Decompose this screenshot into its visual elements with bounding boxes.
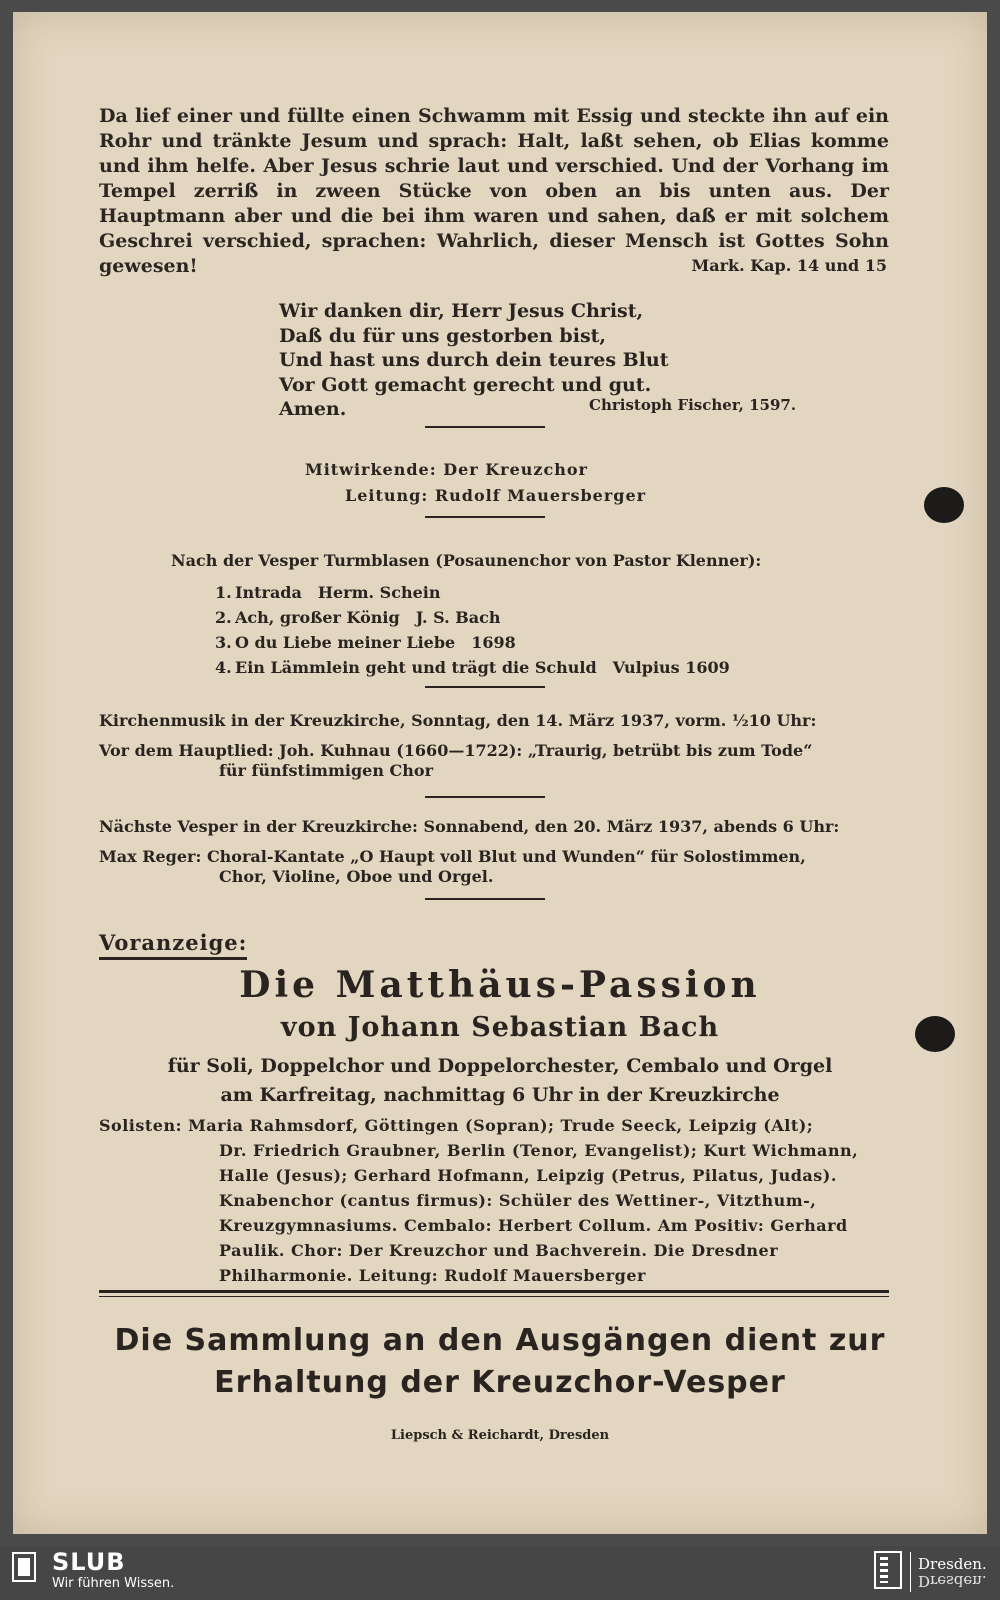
footer-divider — [910, 1552, 911, 1592]
list-item: 1. Intrada Herm. Schein — [215, 583, 441, 602]
poem-line: Daß du für uns gestorben bist, — [279, 324, 607, 347]
divider — [425, 796, 545, 798]
soloists-line: Kreuzgymnasiums. Cembalo: Herbert Collum. Am Positiv: Gerhard — [219, 1216, 848, 1235]
punch-hole — [915, 1016, 955, 1052]
kirchenmusik-heading: Kirchenmusik in der Kreuzkirche, Sonntag, den 14. März 1937, vorm. ½10 Uhr: — [99, 711, 817, 730]
soloists-line: Dr. Friedrich Graubner, Berlin (Tenor, Evangelist); Kurt Wichmann, — [219, 1141, 859, 1160]
brand-name[interactable]: SLUB — [52, 1548, 126, 1576]
soloists-line: Halle (Jesus); Gerhard Hofmann, Leipzig (Petrus, Pilatus, Judas). — [219, 1166, 837, 1185]
slub-logo-icon[interactable] — [12, 1552, 36, 1582]
passion-info-line: am Karfreitag, nachmittag 6 Uhr in der Kreuzkirche — [220, 1084, 780, 1106]
passion-title: Die Matthäus-Passion — [239, 964, 761, 1006]
soloists-line: Knabenchor (cantus firmus): Schüler des Wettiner-, Vitzthum-, — [219, 1191, 817, 1210]
double-rule-top — [99, 1290, 889, 1293]
city-name-reflection: Dresden. — [918, 1572, 987, 1590]
participants-line: Mitwirkende: Der Kreuzchor — [305, 460, 588, 479]
kirchenmusik-line: für fünfstimmigen Chor — [219, 761, 433, 780]
collection-notice — [13, 1320, 987, 1404]
list-item: 3. O du Liebe meiner Liebe 1698 — [215, 633, 516, 652]
poem-line: Vor Gott gemacht gerecht und gut. — [279, 373, 652, 396]
next-vesper-line: Chor, Violine, Oboe und Orgel. — [219, 867, 494, 886]
soloists-line: Solisten: Maria Rahmsdorf, Göttingen (Sopran); Trude Seeck, Leipzig (Alt); — [99, 1116, 814, 1135]
document-page — [13, 12, 987, 1534]
brand-tagline: Wir führen Wissen. — [52, 1576, 175, 1591]
soloists — [99, 1113, 889, 1288]
turmblasen-heading: Nach der Vesper Turmblasen (Posaunenchor von Pastor Klenner): — [171, 551, 762, 570]
soloists-line: Paulik. Chor: Der Kreuzchor und Bachverein. Die Dresdner — [219, 1241, 779, 1260]
divider — [425, 426, 545, 428]
conductor-line: Leitung: Rudolf Mauersberger — [345, 486, 647, 505]
next-vesper-line: Max Reger: Choral-Kantate „O Haupt voll Blut und Wunden“ für Solostimmen, — [99, 847, 806, 866]
kirchenmusik-line: Vor dem Hauptlied: Joh. Kuhnau (1660—1722): „Traurig, betrübt bis zum Tode“ — [99, 741, 813, 760]
punch-hole — [924, 487, 964, 523]
soloists-line: Philharmonie. Leitung: Rudolf Mauersberger — [219, 1266, 646, 1285]
passion-info-line: für Soli, Doppelchor und Doppelorchester, Cembalo und Orgel — [167, 1055, 833, 1077]
divider — [425, 898, 545, 900]
printer-imprint: Liepsch & Reichardt, Dresden — [390, 1428, 610, 1443]
scripture-reference: Mark. Kap. 14 und 15 — [691, 256, 887, 275]
poem-line: Und hast uns durch dein teures Blut — [279, 349, 669, 371]
poem-line: Wir danken dir, Herr Jesus Christ, — [279, 300, 644, 322]
list-item: 4. Ein Lämmlein geht und trägt die Schuld Vulpius 1609 — [215, 658, 730, 677]
divider — [425, 516, 545, 518]
scripture-text: Da lief einer und füllte einen Schwamm mit Essig und steckte ihn auf ein Rohr und tränkte Jesum und sprach: Halt, laßt sehen, ob Elias komme und ihm helfe. Aber Jesus schrie laut und verschied. Und der Vorhang im Tempel zerriß in zween Stücke von oben an bis unten aus. Der Hauptmann aber und die bei ihm waren und sahen, daß er mit solchem Geschrei verschied, sprachen: Wahrlich, dieser Mensch ist Gottes Sohn gewesen! — [99, 105, 889, 277]
turmblasen-list — [215, 582, 730, 682]
passion-subtitle: von Johann Sebastian Bach — [280, 1012, 720, 1043]
voranzeige-label: Voranzeige: — [99, 930, 247, 960]
collection-line: Die Sammlung an den Ausgängen dient zur — [114, 1323, 886, 1358]
list-item: 2. Ach, großer König J. S. Bach — [215, 608, 501, 627]
next-vesper-heading: Nächste Vesper in der Kreuzkirche: Sonnabend, den 20. März 1937, abends 6 Uhr: — [99, 817, 840, 836]
footer-bar — [0, 1546, 1000, 1600]
poem-author: Christoph Fischer, 1597. — [589, 396, 797, 414]
double-rule-bottom — [99, 1296, 889, 1297]
poem-line: Amen. — [279, 398, 347, 420]
city-name[interactable]: Dresden. — [918, 1555, 987, 1573]
collection-line: Erhaltung der Kreuzchor-Vesper — [214, 1365, 786, 1400]
passion-info — [13, 1052, 987, 1110]
divider — [425, 686, 545, 688]
dresden-crest-icon[interactable] — [874, 1551, 902, 1589]
